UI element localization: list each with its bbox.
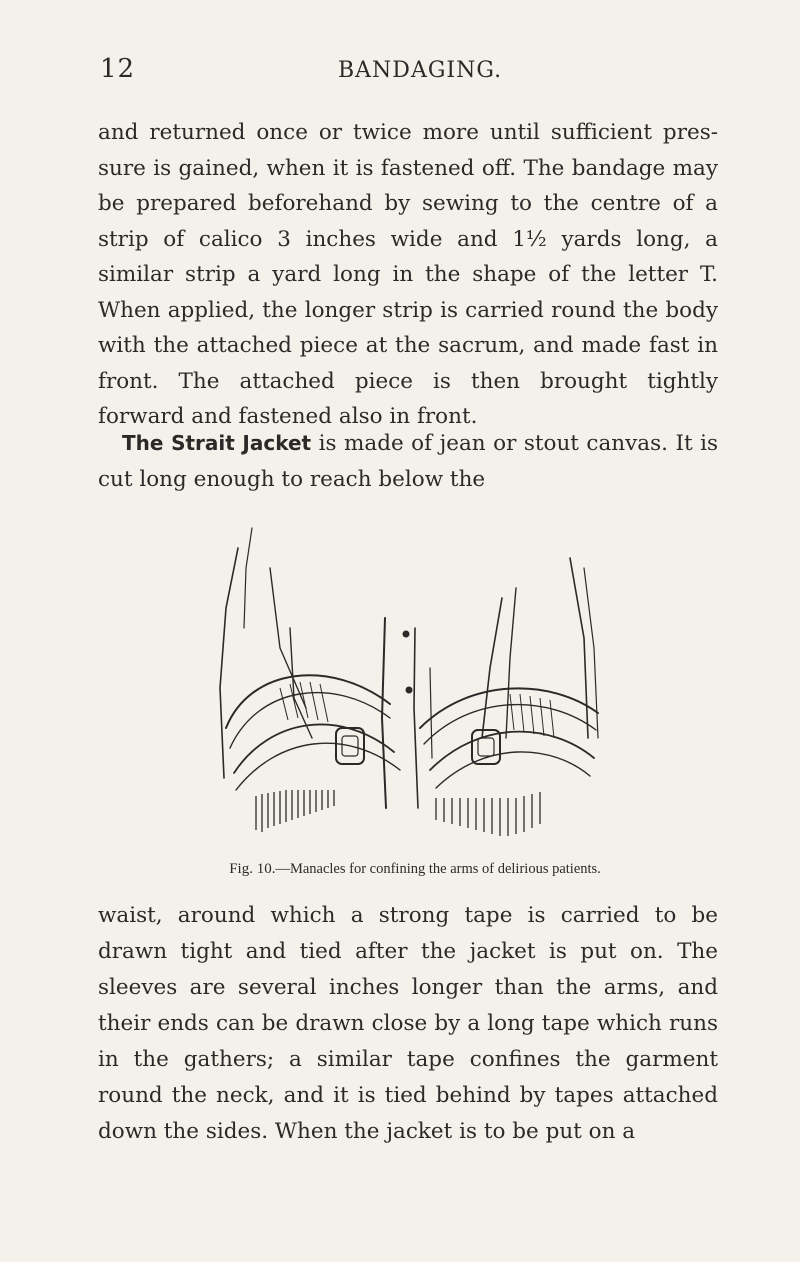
- manacles-illustration: [210, 508, 610, 858]
- figure-label: Fig. 10.: [229, 861, 276, 877]
- figure-caption: [195, 860, 635, 878]
- paragraph-2-text: is made of jean or stout canvas. It is cut long enough to reach below the: [98, 431, 718, 492]
- running-title: BANDAGING.: [338, 58, 503, 83]
- section-heading-strait-jacket: The Strait Jacket: [122, 431, 312, 455]
- paragraph-2: [98, 426, 718, 497]
- page-number: 12: [100, 54, 136, 84]
- paragraph-1: and returned once or twice more until sufficient pres- sure is gained, when it is fastened off. The bandage may be prepared beforehand by sewing to the centre of a strip of calico 3 inches wide and 1½ yards long, a similar strip a yard long in the shape of the letter T. When applied, the longer strip is carried round the body with the attached piece at the sacrum, and made fast in front. The attached piece is then brought tightly forward and fastened also in front.: [98, 120, 718, 429]
- figure-caption-text: —Manacles for confining the arms of delirious patients.: [275, 861, 601, 877]
- paragraph-3: waist, around which a strong tape is carried to be drawn tight and tied after the jacket is put on. The sleeves are several inches longer than the arms, and their ends can be drawn close by a long tape which runs in the gathers; a similar tape confines the garment round the neck, and it is tied behind by tapes attached down the sides. When the jacket is to be put on a: [98, 903, 718, 1144]
